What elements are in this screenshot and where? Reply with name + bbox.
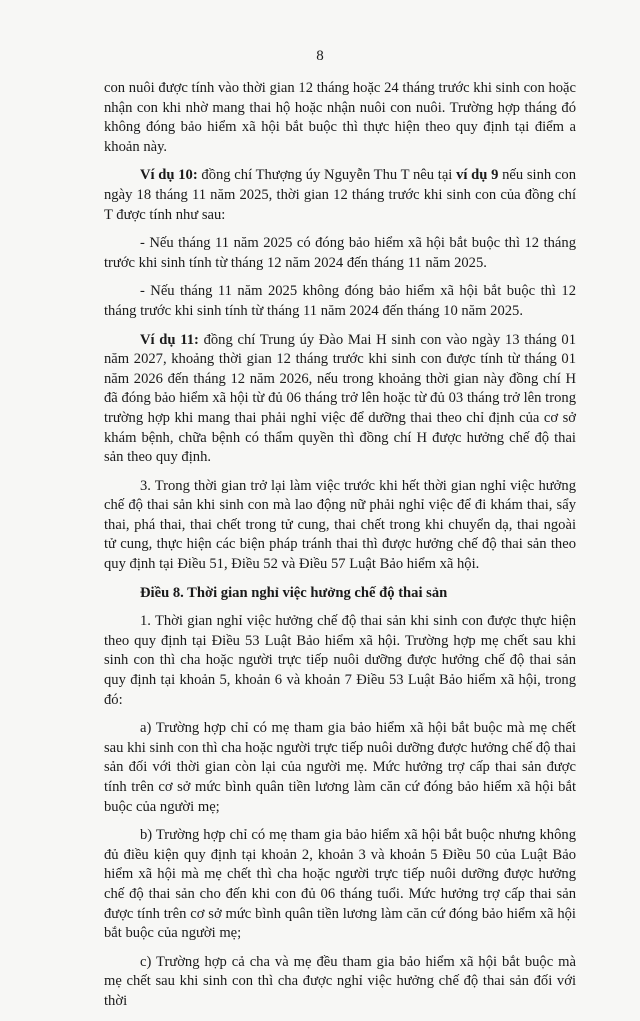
clause-3: 3. Trong thời gian trở lại làm việc trước khi hết thời gian nghỉ việc hưởng chế độ thai sản khi sinh con mà lao động nữ phải nghỉ việc để đi khám thai, sẩy thai, phá thai, thai chết trong tử cung, thai chết trong khi chuyển dạ, thai ngoài tử cung, thực hiện các biện pháp tránh thai thì được hưởng chế độ thai sản theo quy định tại Điều 51, Điều 52 và Điều 57 Luật Bảo hiểm xã hội. <box>104 477 576 573</box>
document-body <box>104 79 576 1021</box>
article-8-heading-text: Điều 8. Thời gian nghỉ việc hưởng chế độ thai sản <box>140 584 448 601</box>
example-10 <box>104 166 576 225</box>
example-10-ref: ví dụ 9 <box>456 167 499 184</box>
example-10-label: Ví dụ 10: <box>140 167 198 184</box>
page-number: 8 <box>316 48 324 64</box>
example-11 <box>104 331 576 468</box>
article-8-point-c: c) Trường hợp cả cha và mẹ đều tham gia bảo hiểm xã hội bắt buộc mà mẹ chết sau khi sinh con thì cha được nghỉ việc hưởng chế độ thai sản đối với thời <box>104 953 576 1009</box>
article-8-heading <box>104 584 576 604</box>
example-10-text-1: đồng chí Thượng úy Nguyễn Thu T nêu tại <box>197 167 457 184</box>
article-8-point-a: a) Trường hợp chỉ có mẹ tham gia bảo hiểm xã hội bắt buộc mà mẹ chết sau khi sinh con thì cha hoặc người trực tiếp nuôi dưỡng được hưởng chế độ thai sản đối với thời gian còn lại của người mẹ. Mức hưởng trợ cấp thai sản được tính trên cơ sở mức bình quân tiền lương làm căn cứ đóng bảo hiểm xã hội bắt buộc của người mẹ; <box>104 720 576 815</box>
example-11-text: đồng chí Trung úy Đào Mai H sinh con vào ngày 13 tháng 01 năm 2027, khoảng thời gian 12 tháng trước khi sinh con được tính từ tháng 01 năm 2026 đến tháng 12 năm 2026, nếu trong khoảng thời gian này đồng chí H đã đóng bảo hiểm xã hội từ đủ 06 tháng trở lên hoặc từ đủ 03 tháng trở lên trong trường hợp khi mang thai phải nghỉ việc để dưỡng thai theo chỉ định của cơ sở khám bệnh, chữa bệnh có thẩm quyền thì đồng chí H được hưởng chế độ thai sản theo quy định. <box>104 331 576 466</box>
example-10-case-b: - Nếu tháng 11 năm 2025 không đóng bảo hiểm xã hội bắt buộc thì 12 tháng trước khi sinh tính từ tháng 11 năm 2024 đến tháng 10 năm 2025. <box>104 283 576 319</box>
article-8-clause-1: 1. Thời gian nghỉ việc hưởng chế độ thai sản khi sinh con được thực hiện theo quy định tại Điều 53 Luật Bảo hiểm xã hội. Trường hợp mẹ chết sau khi sinh con thì cha hoặc người trực tiếp nuôi dưỡng được hưởng chế độ thai sản quy định tại khoản 5, khoản 6 và khoản 7 Điều 53 Luật Bảo hiểm xã hội, trong đó: <box>104 613 576 708</box>
paragraph-continuation: con nuôi được tính vào thời gian 12 tháng hoặc 24 tháng trước khi sinh con hoặc nhận con khi nhờ mang thai hộ hoặc nhận nuôi con nuôi. Trường hợp tháng đó không đóng bảo hiểm xã hội bắt buộc thì thực hiện theo quy định tại điểm a khoản này. <box>104 80 576 155</box>
example-11-label: Ví dụ 11: <box>140 331 199 348</box>
example-10-text-2: nếu sinh con ngày 18 tháng 11 năm 2025, thời gian 12 tháng trước khi sinh con của đồng chí T được tính như sau: <box>104 167 576 223</box>
example-10-case-a: - Nếu tháng 11 năm 2025 có đóng bảo hiểm xã hội bắt buộc thì 12 tháng trước khi sinh tính từ tháng 12 năm 2024 đến tháng 11 năm 2025. <box>104 235 576 271</box>
article-8-point-b: b) Trường hợp chỉ có mẹ tham gia bảo hiểm xã hội bắt buộc nhưng không đủ điều kiện quy định tại khoản 2, khoản 3 và khoản 5 Điều 50 của Luật Bảo hiểm xã hội mà mẹ chết thì cha hoặc người trực tiếp nuôi dưỡng được hưởng chế độ thai sản cho đến khi con đủ 06 tháng tuổi. Mức hưởng trợ cấp thai sản được tính trên cơ sở mức bình quân tiền lương làm căn cứ đóng bảo hiểm xã hội bắt buộc của người mẹ; <box>104 827 576 942</box>
